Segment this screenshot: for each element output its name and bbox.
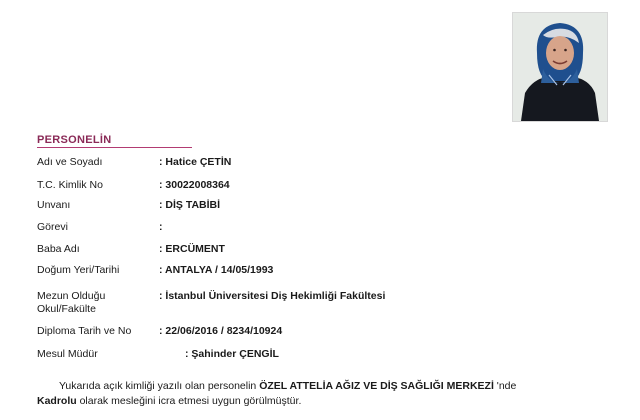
statement-text: Yukarıda açık kimliği yazılı olan personelin (59, 380, 260, 392)
field-value: : DİŞ TABİBİ (159, 199, 221, 211)
field-label: Adı ve Soyadı (37, 156, 103, 168)
field-value: : 22/06/2016 / 8234/10924 (159, 325, 283, 337)
field-label: T.C. Kimlik No (37, 179, 103, 191)
field-value: : (159, 221, 163, 233)
field-label: Baba Adı (37, 243, 80, 255)
field-value: : Şahinder ÇENGİL (185, 348, 279, 360)
portrait-photo (512, 12, 608, 122)
statement-suffix: 'nde (493, 380, 517, 392)
field-label: Diploma Tarih ve No (37, 325, 132, 337)
portrait-image (513, 13, 607, 121)
approval-statement (37, 379, 607, 409)
field-value: : 30022008364 (159, 179, 230, 191)
field-value: : Hatice ÇETİN (159, 156, 232, 168)
field-label: Mesul Müdür (37, 348, 98, 360)
clinic-name: ÖZEL ATTELİA AĞIZ VE DİŞ SAĞLIĞI MERKEZİ (259, 380, 494, 392)
statement-text: olarak mesleğini icra etmesi uygun görülmüştür. (76, 395, 302, 407)
employment-type: Kadrolu (37, 395, 77, 407)
section-underline (37, 147, 192, 148)
field-label: Unvanı (37, 199, 71, 211)
field-label: Doğum Yeri/Tarihi (37, 264, 120, 276)
field-value: : ERCÜMENT (159, 243, 225, 255)
field-label: Mezun Olduğu Okul/Fakülte (37, 290, 106, 315)
field-label: Görevi (37, 221, 68, 233)
statement-line-2 (37, 394, 607, 409)
statement-line-1 (37, 379, 607, 394)
field-value: : ANTALYA / 14/05/1993 (159, 264, 274, 276)
section-title: PERSONELİN (37, 134, 112, 146)
field-value: : İstanbul Üniversitesi Diş Hekimliği Fakültesi (159, 290, 386, 302)
